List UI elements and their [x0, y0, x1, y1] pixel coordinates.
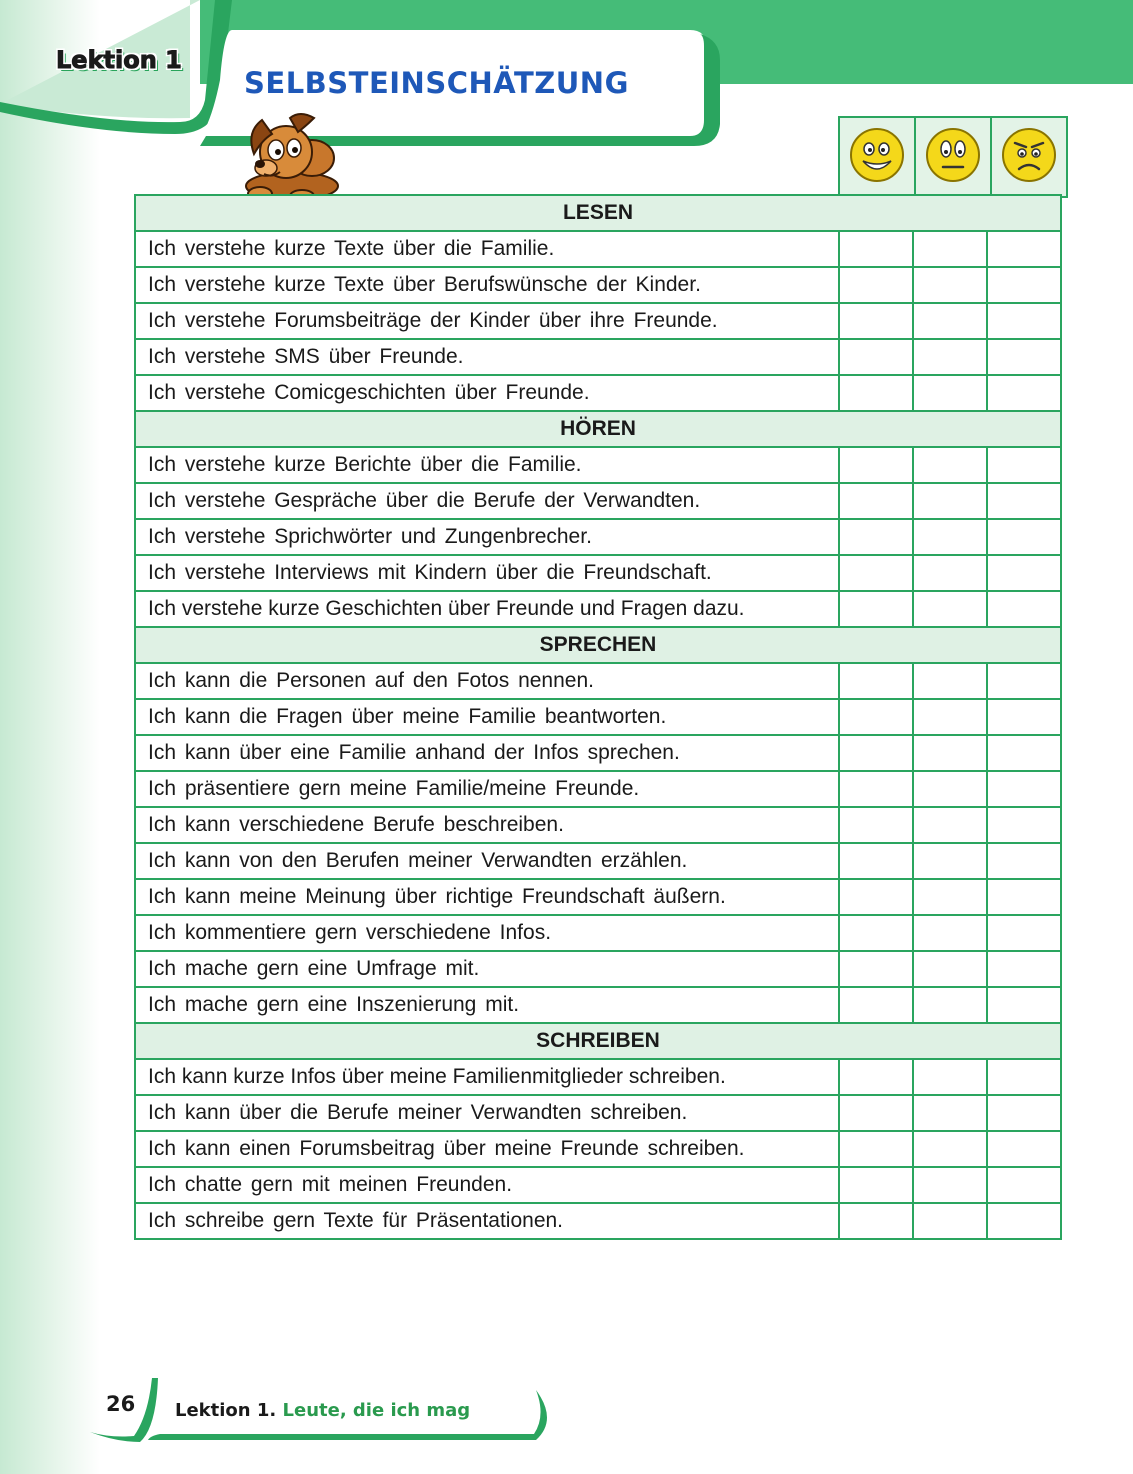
- rating-cell-happy[interactable]: [839, 879, 913, 915]
- page-number: 26: [106, 1392, 136, 1416]
- rating-cell-happy[interactable]: [839, 339, 913, 375]
- statement-text: Ich kann die Fragen über meine Familie beantworten.: [135, 699, 839, 735]
- statement-text: Ich verstehe SMS über Freunde.: [135, 339, 839, 375]
- rating-cell-unhappy[interactable]: [987, 807, 1061, 843]
- section-title: HÖREN: [135, 411, 1061, 447]
- statement-row: [135, 375, 1061, 411]
- statement-text: Ich verstehe Comicgeschichten über Freunde.: [135, 375, 839, 411]
- section-title: LESEN: [135, 195, 1061, 231]
- rating-cell-unhappy[interactable]: [987, 1059, 1061, 1095]
- rating-cell-unhappy[interactable]: [987, 1203, 1061, 1239]
- rating-cell-unhappy[interactable]: [987, 483, 1061, 519]
- rating-cell-unhappy[interactable]: [987, 375, 1061, 411]
- rating-cell-unhappy[interactable]: [987, 735, 1061, 771]
- rating-cell-happy[interactable]: [839, 555, 913, 591]
- statement-text: Ich kommentiere gern verschiedene Infos.: [135, 915, 839, 951]
- rating-cell-unhappy[interactable]: [987, 303, 1061, 339]
- unhappy-face-icon: [999, 125, 1059, 185]
- rating-cell-happy[interactable]: [839, 735, 913, 771]
- statement-text: Ich kann über die Berufe meiner Verwandten schreiben.: [135, 1095, 839, 1131]
- section-title: SCHREIBEN: [135, 1023, 1061, 1059]
- rating-cell-neutral[interactable]: [913, 879, 987, 915]
- rating-cell-unhappy[interactable]: [987, 447, 1061, 483]
- happy-face-cell: [839, 117, 915, 197]
- rating-cell-neutral[interactable]: [913, 1095, 987, 1131]
- rating-cell-neutral[interactable]: [913, 915, 987, 951]
- statement-row: [135, 1095, 1061, 1131]
- footer-lesson-subtitle: Leute, die ich mag: [282, 1400, 471, 1421]
- rating-cell-neutral[interactable]: [913, 987, 987, 1023]
- rating-cell-neutral[interactable]: [913, 771, 987, 807]
- statement-row: [135, 591, 1061, 627]
- rating-cell-neutral[interactable]: [913, 375, 987, 411]
- section-header-row: [135, 627, 1061, 663]
- rating-cell-happy[interactable]: [839, 375, 913, 411]
- rating-cell-unhappy[interactable]: [987, 519, 1061, 555]
- statement-row: [135, 843, 1061, 879]
- rating-cell-happy[interactable]: [839, 915, 913, 951]
- statement-text: Ich kann über eine Familie anhand der Infos sprechen.: [135, 735, 839, 771]
- rating-cell-neutral[interactable]: [913, 483, 987, 519]
- lesson-badge: Lektion 1: [56, 46, 182, 74]
- statement-text: Ich mache gern eine Inszenierung mit.: [135, 987, 839, 1023]
- section-header-row: [135, 411, 1061, 447]
- rating-cell-neutral[interactable]: [913, 1167, 987, 1203]
- statement-text: Ich kann von den Berufen meiner Verwandten erzählen.: [135, 843, 839, 879]
- statement-row: [135, 555, 1061, 591]
- statement-text: Ich verstehe kurze Berichte über die Familie.: [135, 447, 839, 483]
- rating-cell-happy[interactable]: [839, 483, 913, 519]
- statement-text: Ich verstehe Sprichwörter und Zungenbrecher.: [135, 519, 839, 555]
- rating-cell-neutral[interactable]: [913, 267, 987, 303]
- section-title: SPRECHEN: [135, 627, 1061, 663]
- statement-row: [135, 339, 1061, 375]
- rating-cell-neutral[interactable]: [913, 663, 987, 699]
- statement-text: Ich kann verschiedene Berufe beschreiben.: [135, 807, 839, 843]
- statement-row: [135, 1059, 1061, 1095]
- footer-lesson-label: Lektion 1.: [175, 1400, 277, 1421]
- rating-cell-happy[interactable]: [839, 843, 913, 879]
- statement-row: [135, 915, 1061, 951]
- rating-cell-unhappy[interactable]: [987, 915, 1061, 951]
- statement-text: Ich mache gern eine Umfrage mit.: [135, 951, 839, 987]
- happy-face-icon: [847, 125, 907, 185]
- statement-row: [135, 735, 1061, 771]
- statement-text: Ich verstehe Gespräche über die Berufe der Verwandten.: [135, 483, 839, 519]
- statement-row: [135, 1131, 1061, 1167]
- rating-cell-happy[interactable]: [839, 519, 913, 555]
- page-title: SELBSTEINSCHÄTZUNG: [244, 66, 629, 100]
- statement-text: Ich kann meine Meinung über richtige Freundschaft äußern.: [135, 879, 839, 915]
- statement-row: [135, 807, 1061, 843]
- rating-cell-happy[interactable]: [839, 1167, 913, 1203]
- statement-text: Ich verstehe kurze Geschichten über Freunde und Fragen dazu.: [135, 591, 839, 627]
- neutral-face-cell: [915, 117, 991, 197]
- neutral-face-icon: [923, 125, 983, 185]
- rating-cell-unhappy[interactable]: [987, 987, 1061, 1023]
- rating-cell-unhappy[interactable]: [987, 1131, 1061, 1167]
- self-assessment-table: [134, 194, 1062, 1240]
- rating-cell-happy[interactable]: [839, 663, 913, 699]
- footer-lesson-title: [175, 1400, 470, 1421]
- rating-cell-neutral[interactable]: [913, 555, 987, 591]
- unhappy-face-cell: [991, 117, 1067, 197]
- statement-row: [135, 699, 1061, 735]
- rating-cell-happy[interactable]: [839, 447, 913, 483]
- rating-cell-neutral[interactable]: [913, 951, 987, 987]
- statement-row: [135, 987, 1061, 1023]
- dog-mascot-illustration: [240, 110, 340, 202]
- statement-text: Ich kann kurze Infos über meine Familienmitglieder schreiben.: [135, 1059, 839, 1095]
- statement-row: [135, 519, 1061, 555]
- statement-text: Ich verstehe Forumsbeiträge der Kinder über ihre Freunde.: [135, 303, 839, 339]
- rating-cell-unhappy[interactable]: [987, 771, 1061, 807]
- rating-cell-unhappy[interactable]: [987, 1095, 1061, 1131]
- rating-cell-neutral[interactable]: [913, 591, 987, 627]
- rating-cell-happy[interactable]: [839, 1203, 913, 1239]
- rating-cell-neutral[interactable]: [913, 447, 987, 483]
- rating-cell-neutral[interactable]: [913, 1203, 987, 1239]
- rating-cell-unhappy[interactable]: [987, 339, 1061, 375]
- rating-cell-neutral[interactable]: [913, 519, 987, 555]
- statement-text: Ich kann einen Forumsbeitrag über meine Freunde schreiben.: [135, 1131, 839, 1167]
- statement-row: [135, 483, 1061, 519]
- rating-cell-unhappy[interactable]: [987, 1167, 1061, 1203]
- section-header-row: [135, 195, 1061, 231]
- rating-cell-unhappy[interactable]: [987, 267, 1061, 303]
- statement-row: [135, 303, 1061, 339]
- statement-row: [135, 771, 1061, 807]
- rating-cell-happy[interactable]: [839, 1131, 913, 1167]
- statement-row: [135, 951, 1061, 987]
- rating-cell-neutral[interactable]: [913, 699, 987, 735]
- rating-cell-neutral[interactable]: [913, 807, 987, 843]
- rating-cell-unhappy[interactable]: [987, 843, 1061, 879]
- statement-row: [135, 267, 1061, 303]
- rating-cell-unhappy[interactable]: [987, 879, 1061, 915]
- rating-cell-happy[interactable]: [839, 1059, 913, 1095]
- rating-cell-happy[interactable]: [839, 1095, 913, 1131]
- statement-row: [135, 1203, 1061, 1239]
- statement-text: Ich verstehe Interviews mit Kindern über die Freundschaft.: [135, 555, 839, 591]
- rating-cell-happy[interactable]: [839, 699, 913, 735]
- statement-row: [135, 663, 1061, 699]
- rating-cell-neutral[interactable]: [913, 1059, 987, 1095]
- rating-cell-unhappy[interactable]: [987, 231, 1061, 267]
- rating-cell-unhappy[interactable]: [987, 591, 1061, 627]
- rating-cell-unhappy[interactable]: [987, 699, 1061, 735]
- statement-row: [135, 1167, 1061, 1203]
- rating-cell-neutral[interactable]: [913, 735, 987, 771]
- rating-cell-happy[interactable]: [839, 807, 913, 843]
- section-header-row: [135, 1023, 1061, 1059]
- statement-row: [135, 231, 1061, 267]
- rating-cell-happy[interactable]: [839, 231, 913, 267]
- left-gradient-strip: [0, 0, 100, 1474]
- rating-cell-unhappy[interactable]: [987, 951, 1061, 987]
- rating-cell-happy[interactable]: [839, 987, 913, 1023]
- statement-text: Ich verstehe kurze Texte über Berufswünsche der Kinder.: [135, 267, 839, 303]
- statement-text: Ich präsentiere gern meine Familie/meine Freunde.: [135, 771, 839, 807]
- rating-cell-happy[interactable]: [839, 591, 913, 627]
- statement-row: [135, 879, 1061, 915]
- statement-text: Ich kann die Personen auf den Fotos nennen.: [135, 663, 839, 699]
- rating-cell-neutral[interactable]: [913, 303, 987, 339]
- rating-cell-unhappy[interactable]: [987, 555, 1061, 591]
- rating-cell-happy[interactable]: [839, 303, 913, 339]
- rating-cell-neutral[interactable]: [913, 843, 987, 879]
- rating-cell-neutral[interactable]: [913, 231, 987, 267]
- rating-cell-happy[interactable]: [839, 771, 913, 807]
- statement-text: Ich chatte gern mit meinen Freunden.: [135, 1167, 839, 1203]
- rating-cell-unhappy[interactable]: [987, 663, 1061, 699]
- statement-text: Ich verstehe kurze Texte über die Familie.: [135, 231, 839, 267]
- rating-icons-header: [838, 116, 1068, 198]
- rating-cell-neutral[interactable]: [913, 1131, 987, 1167]
- rating-cell-happy[interactable]: [839, 267, 913, 303]
- rating-cell-neutral[interactable]: [913, 339, 987, 375]
- statement-text: Ich schreibe gern Texte für Präsentationen.: [135, 1203, 839, 1239]
- statement-row: [135, 447, 1061, 483]
- rating-cell-happy[interactable]: [839, 951, 913, 987]
